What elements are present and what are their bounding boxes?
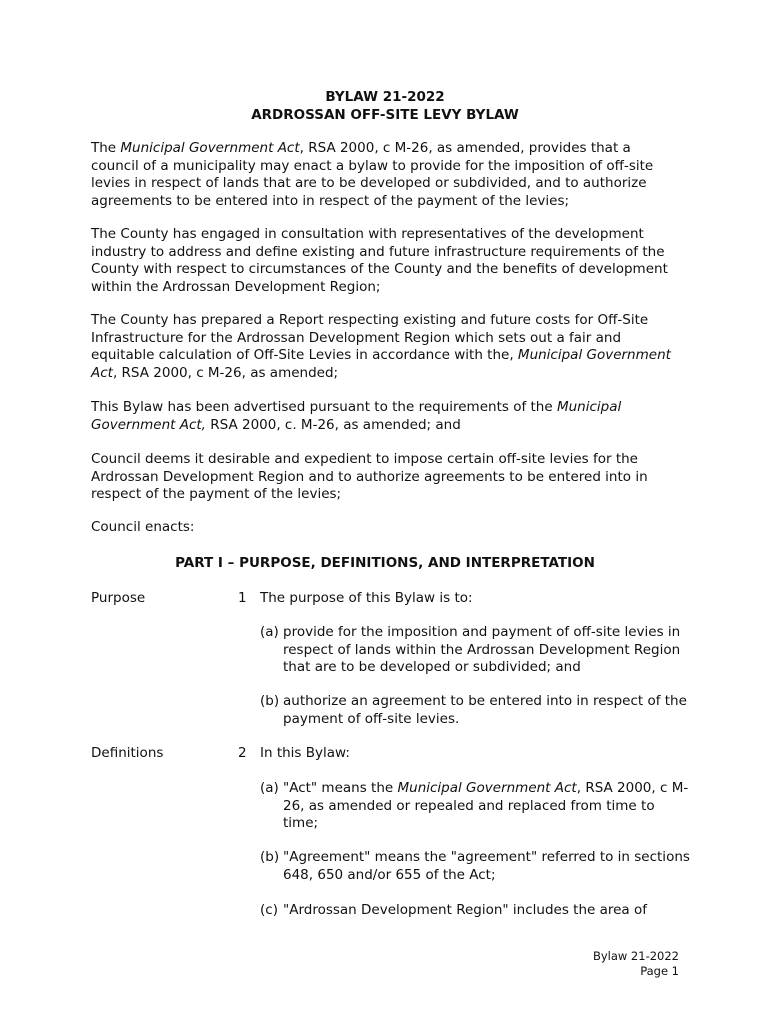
clause-text: "Agreement" means the "agreement" referred to in sections 648, 650 and/or 655 of the Act; — [283, 849, 690, 883]
preamble-paragraph-4 — [91, 399, 681, 434]
p1-act-name: Municipal Government Act — [120, 140, 300, 156]
p1-text-b: , RSA 2000, c M-26, as amended, provides that a council of a municipality may enact a bylaw to provide for the imposition of off-site levies in respect of lands that are to be developed or subdivided, and to authorize agreements to be entered into in respect of the payment of the levies; — [91, 140, 654, 209]
section-1-text: The purpose of this Bylaw is to: — [260, 590, 473, 606]
clause-text — [283, 780, 693, 833]
def-a-pre: "Act" means the — [283, 780, 398, 796]
p4-act-name: Municipal Government Act, — [91, 399, 622, 433]
footer-page-number: Page 1 — [640, 964, 679, 978]
section-number-1: 1 — [238, 590, 247, 606]
side-heading-definitions: Definitions — [91, 745, 164, 761]
clause-text: "Ardrossan Development Region" includes the area of — [283, 902, 648, 918]
bylaw-number: BYLAW 21-2022 — [325, 89, 445, 105]
clause-text: authorize an agreement to be entered into in respect of the payment of off-site levies. — [283, 693, 687, 727]
preamble-paragraph-1 — [91, 140, 681, 210]
p3-text-a: The County has prepared a Report respecting existing and future costs for Off-Site Infrastructure for the Ardrossan Development Region which sets out a fair and equitable calculation of Off-Site Levies in accordance with the, — [91, 312, 649, 364]
footer-bylaw-number: Bylaw 21-2022 — [592, 949, 679, 963]
section-number-2: 2 — [238, 745, 247, 761]
part-heading: PART I – PURPOSE, DEFINITIONS, AND INTERPRETATION — [175, 555, 595, 571]
clause-text: provide for the imposition and payment of off-site levies in respect of lands within the Ardrossan Development Region that are to be developed or subdivided; and — [283, 624, 681, 676]
def-a-act-name: Municipal Government Act — [397, 780, 577, 796]
clause-label: (b) — [260, 693, 280, 709]
enactment-clause: Council enacts: — [91, 519, 195, 535]
p4-text-b: RSA 2000, c. M-26, as amended; and — [205, 416, 461, 433]
preamble-paragraph-3 — [91, 312, 681, 382]
clause-label: (c) — [260, 902, 278, 918]
p4-text-a: This Bylaw has been advertised pursuant to the requirements of the — [91, 399, 557, 415]
bylaw-title: ARDROSSAN OFF-SITE LEVY BYLAW — [251, 107, 519, 123]
p3-act-name: Municipal Government Act — [91, 347, 671, 381]
clause-label: (a) — [260, 780, 279, 796]
preamble-paragraph-5: Council deems it desirable and expedient to impose certain off-site levies for the Ardrossan Development Region and to authorize agreements to be entered into in respect of the payment of the levies; — [91, 451, 648, 503]
preamble-paragraph-2: The County has engaged in consultation with representatives of the development industry to address and define existing and future infrastructure requirements of the County with respect to circumstances of the County and the benefits of development within the Ardrossan Development Region; — [91, 226, 668, 295]
page-footer — [593, 949, 679, 979]
clause-label: (a) — [260, 624, 279, 640]
def-a-post: , RSA 2000, c M-26, as amended or repealed and replaced from time to time; — [283, 780, 689, 832]
section-2-text: In this Bylaw: — [260, 745, 350, 761]
clause-label: (b) — [260, 849, 280, 865]
p3-text-b: , RSA 2000, c M-26, as amended; — [112, 364, 339, 381]
side-heading-purpose: Purpose — [91, 590, 146, 606]
p1-text-a: The — [91, 140, 121, 156]
